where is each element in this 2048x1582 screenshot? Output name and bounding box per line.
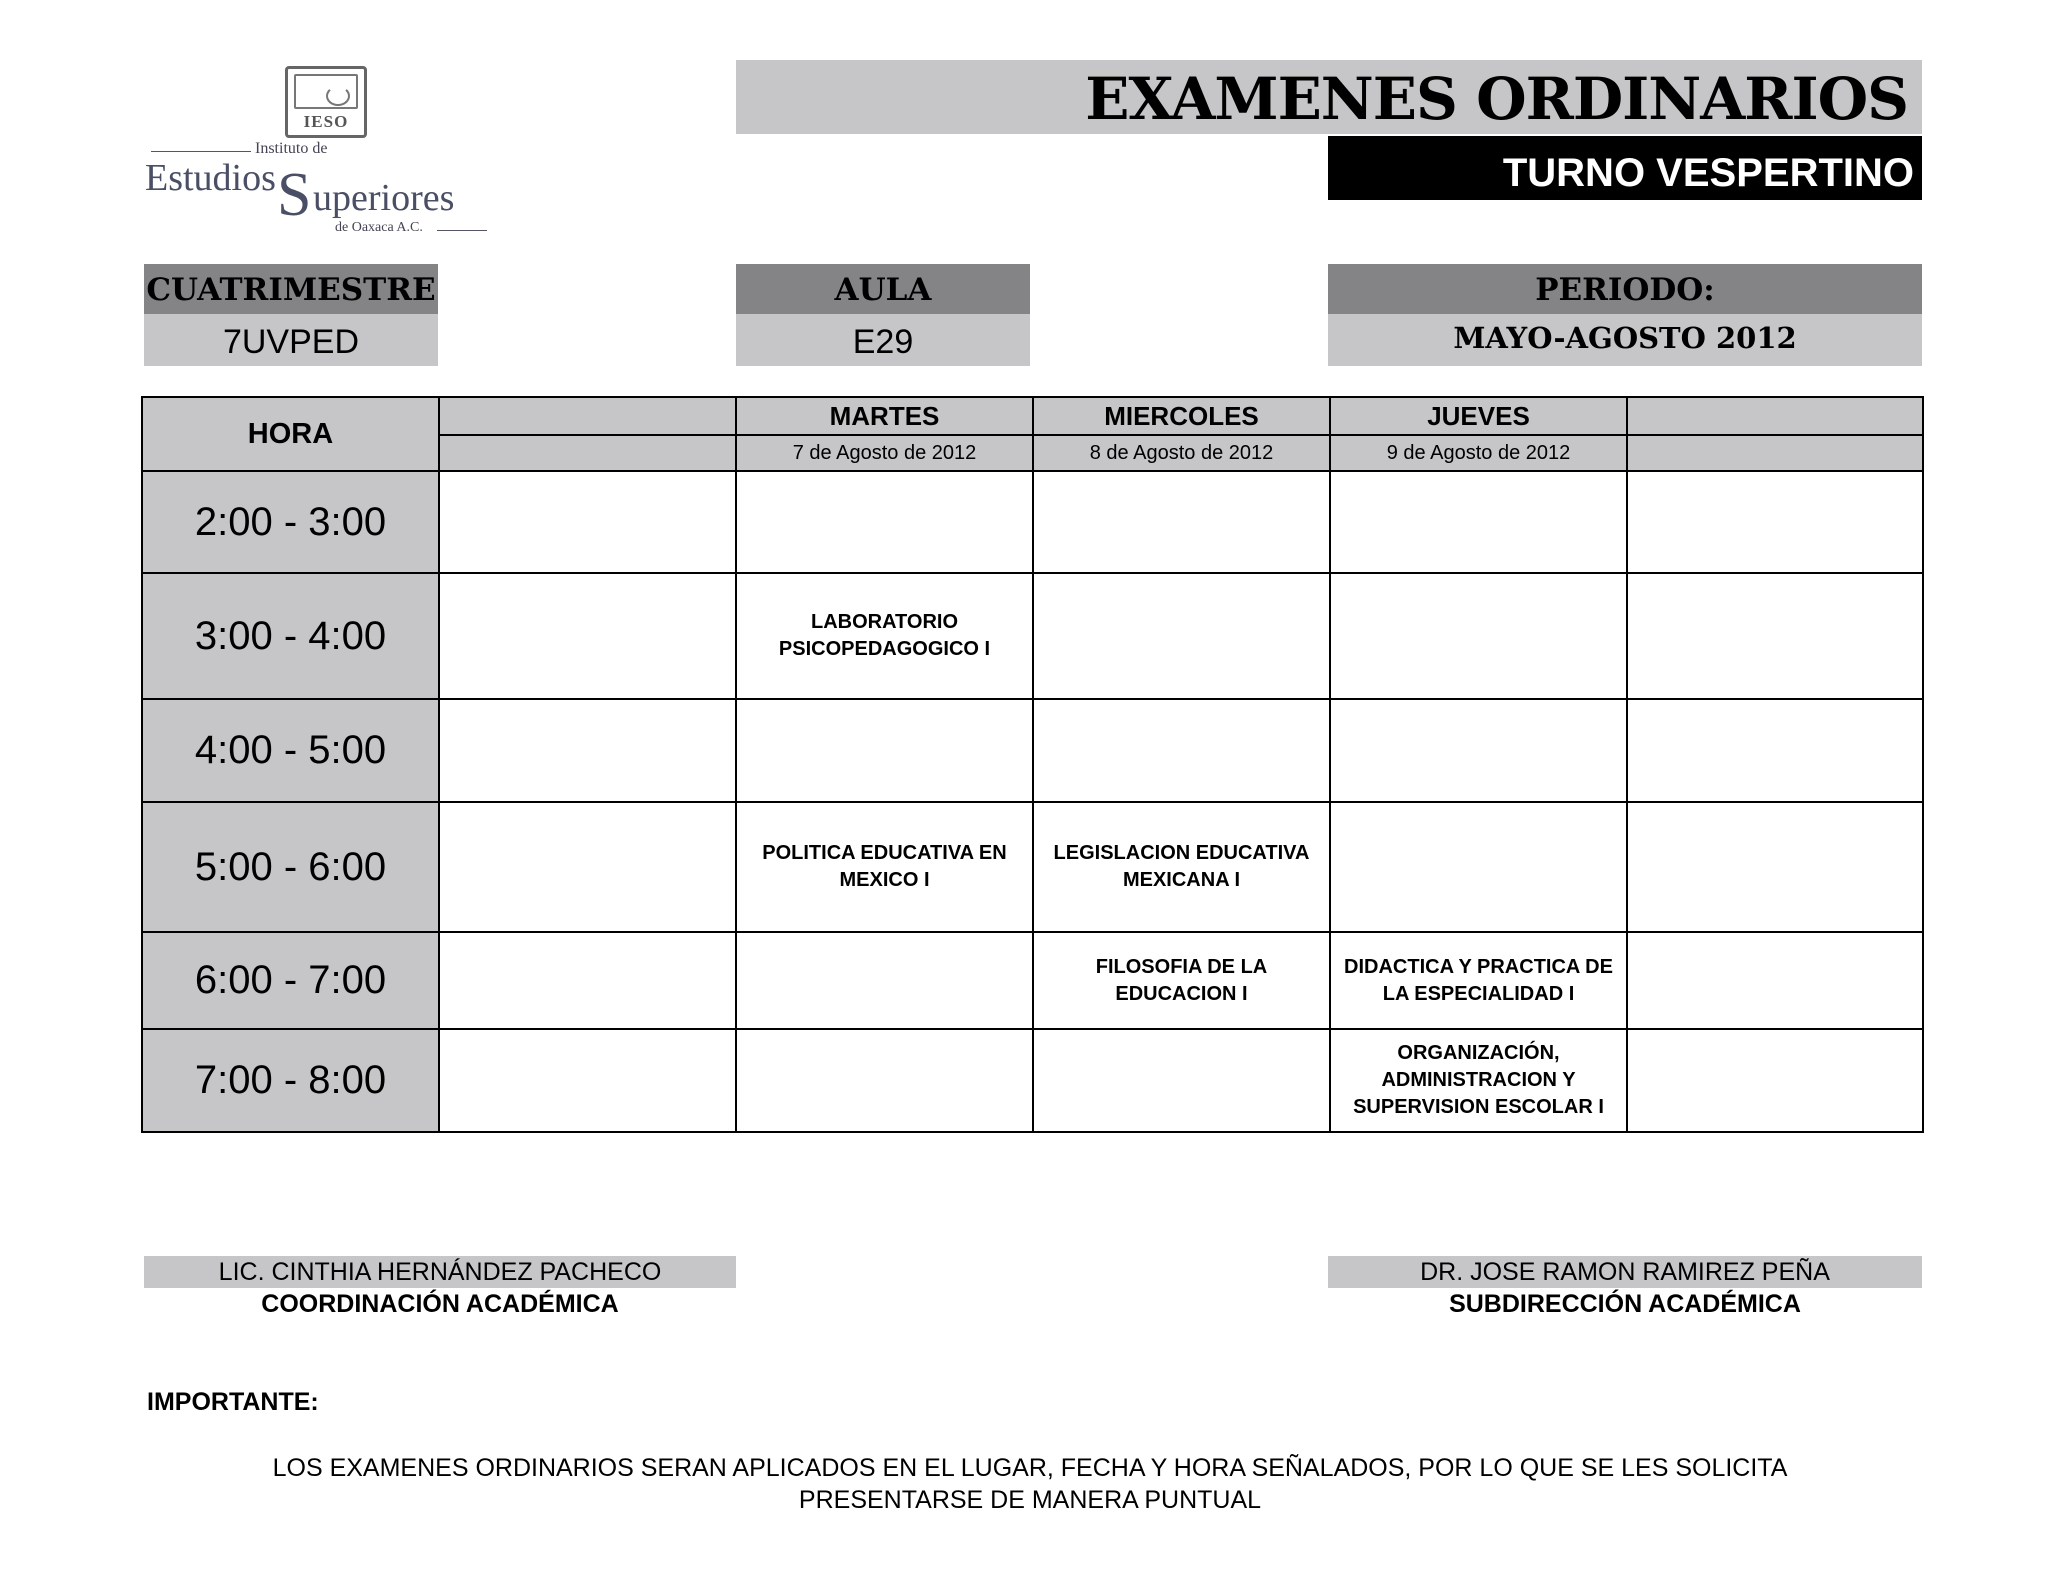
exam-cell bbox=[1627, 802, 1923, 932]
exam-cell bbox=[439, 932, 736, 1029]
periodo-value: MAYO-AGOSTO 2012 bbox=[1328, 314, 1922, 366]
hora-cell: 6:00 - 7:00 bbox=[142, 932, 439, 1029]
hora-cell: 4:00 - 5:00 bbox=[142, 699, 439, 802]
date-header bbox=[439, 435, 736, 471]
exam-cell bbox=[439, 1029, 736, 1132]
exam-cell bbox=[1627, 699, 1923, 802]
exam-cell bbox=[1627, 932, 1923, 1029]
exam-cell: POLITICA EDUCATIVA EN MEXICO I bbox=[736, 802, 1033, 932]
day-header-jueves: JUEVES bbox=[1330, 397, 1627, 435]
day-header-miercoles: MIERCOLES bbox=[1033, 397, 1330, 435]
signature-right bbox=[1328, 1256, 1922, 1320]
date-header: 8 de Agosto de 2012 bbox=[1033, 435, 1330, 471]
table-row bbox=[142, 1029, 1923, 1132]
exam-cell bbox=[439, 573, 736, 699]
exam-schedule-table bbox=[141, 396, 1924, 1133]
exam-cell bbox=[439, 699, 736, 802]
exam-cell: LABORATORIO PSICOPEDAGOGICO I bbox=[736, 573, 1033, 699]
exam-cell bbox=[736, 471, 1033, 573]
exam-cell bbox=[1033, 1029, 1330, 1132]
cuatrimestre-block bbox=[144, 264, 438, 366]
logo-superiores: uperiores bbox=[313, 177, 455, 219]
exam-cell bbox=[1330, 699, 1627, 802]
table-row bbox=[142, 471, 1923, 573]
cuatrimestre-value: 7UVPED bbox=[144, 314, 438, 366]
ieso-emblem-icon bbox=[285, 66, 367, 138]
exam-cell: DIDACTICA Y PRACTICA DE LA ESPECIALIDAD I bbox=[1330, 932, 1627, 1029]
institution-logo bbox=[145, 60, 495, 240]
exam-cell bbox=[439, 802, 736, 932]
page-title: EXAMENES ORDINARIOS bbox=[736, 60, 1922, 134]
aula-block bbox=[736, 264, 1030, 366]
exam-cell: LEGISLACION EDUCATIVA MEXICANA I bbox=[1033, 802, 1330, 932]
exam-cell bbox=[1627, 573, 1923, 699]
subdirector-name: DR. JOSE RAMON RAMIREZ PEÑA bbox=[1328, 1256, 1922, 1288]
logo-instituto-de: Instituto de bbox=[255, 140, 328, 157]
shift-banner: TURNO VESPERTINO bbox=[1328, 136, 1922, 200]
exam-cell: ORGANIZACIÓN, ADMINISTRACION Y SUPERVISION ESCOLAR I bbox=[1330, 1029, 1627, 1132]
notice-line: PRESENTARSE DE MANERA PUNTUAL bbox=[798, 1486, 1262, 1514]
hora-cell: 2:00 - 3:00 bbox=[142, 471, 439, 573]
aula-label: AULA bbox=[736, 264, 1030, 314]
logo-big-s: S bbox=[277, 161, 312, 229]
table-row bbox=[142, 802, 1923, 932]
signature-left bbox=[144, 1256, 736, 1320]
important-notice bbox=[190, 1452, 1870, 1516]
exam-cell bbox=[736, 932, 1033, 1029]
subdirector-role: SUBDIRECCIÓN ACADÉMICA bbox=[1449, 1290, 1801, 1318]
exam-cell bbox=[1627, 471, 1923, 573]
date-header: 9 de Agosto de 2012 bbox=[1330, 435, 1627, 471]
day-header bbox=[439, 397, 736, 435]
exam-cell bbox=[1033, 573, 1330, 699]
table-row bbox=[142, 932, 1923, 1029]
exam-cell bbox=[439, 471, 736, 573]
aula-value: E29 bbox=[736, 314, 1030, 366]
logo-estudios: Estudios bbox=[145, 157, 276, 199]
coordinator-role: COORDINACIÓN ACADÉMICA bbox=[261, 1290, 619, 1318]
table-row bbox=[142, 573, 1923, 699]
exam-cell bbox=[736, 1029, 1033, 1132]
exam-cell bbox=[1330, 471, 1627, 573]
date-header: 7 de Agosto de 2012 bbox=[736, 435, 1033, 471]
exam-cell bbox=[1330, 802, 1627, 932]
table-row bbox=[142, 699, 1923, 802]
exam-cell bbox=[1033, 699, 1330, 802]
emblem-text: IESO bbox=[303, 112, 349, 131]
coordinator-name: LIC. CINTHIA HERNÁNDEZ PACHECO bbox=[144, 1256, 736, 1288]
notice-line: LOS EXAMENES ORDINARIOS SERAN APLICADOS EN EL LUGAR, FECHA Y HORA SEÑALADOS, POR LO QUE SE LES SOLICITA bbox=[272, 1454, 1788, 1482]
exam-cell bbox=[736, 699, 1033, 802]
logo-de-oaxaca: de Oaxaca A.C. bbox=[335, 220, 423, 235]
periodo-block bbox=[1328, 264, 1922, 366]
day-header bbox=[1627, 397, 1923, 435]
hora-cell: 5:00 - 6:00 bbox=[142, 802, 439, 932]
exam-cell: FILOSOFIA DE LA EDUCACION I bbox=[1033, 932, 1330, 1029]
date-header bbox=[1627, 435, 1923, 471]
cuatrimestre-label: CUATRIMESTRE bbox=[144, 264, 438, 314]
exam-cell bbox=[1033, 471, 1330, 573]
exam-cell bbox=[1330, 573, 1627, 699]
hora-cell: 7:00 - 8:00 bbox=[142, 1029, 439, 1132]
exam-cell bbox=[1627, 1029, 1923, 1132]
hora-cell: 3:00 - 4:00 bbox=[142, 573, 439, 699]
important-label: IMPORTANTE: bbox=[147, 1388, 319, 1416]
periodo-label: PERIODO: bbox=[1328, 264, 1922, 314]
day-header-martes: MARTES bbox=[736, 397, 1033, 435]
hora-header: HORA bbox=[142, 397, 439, 471]
